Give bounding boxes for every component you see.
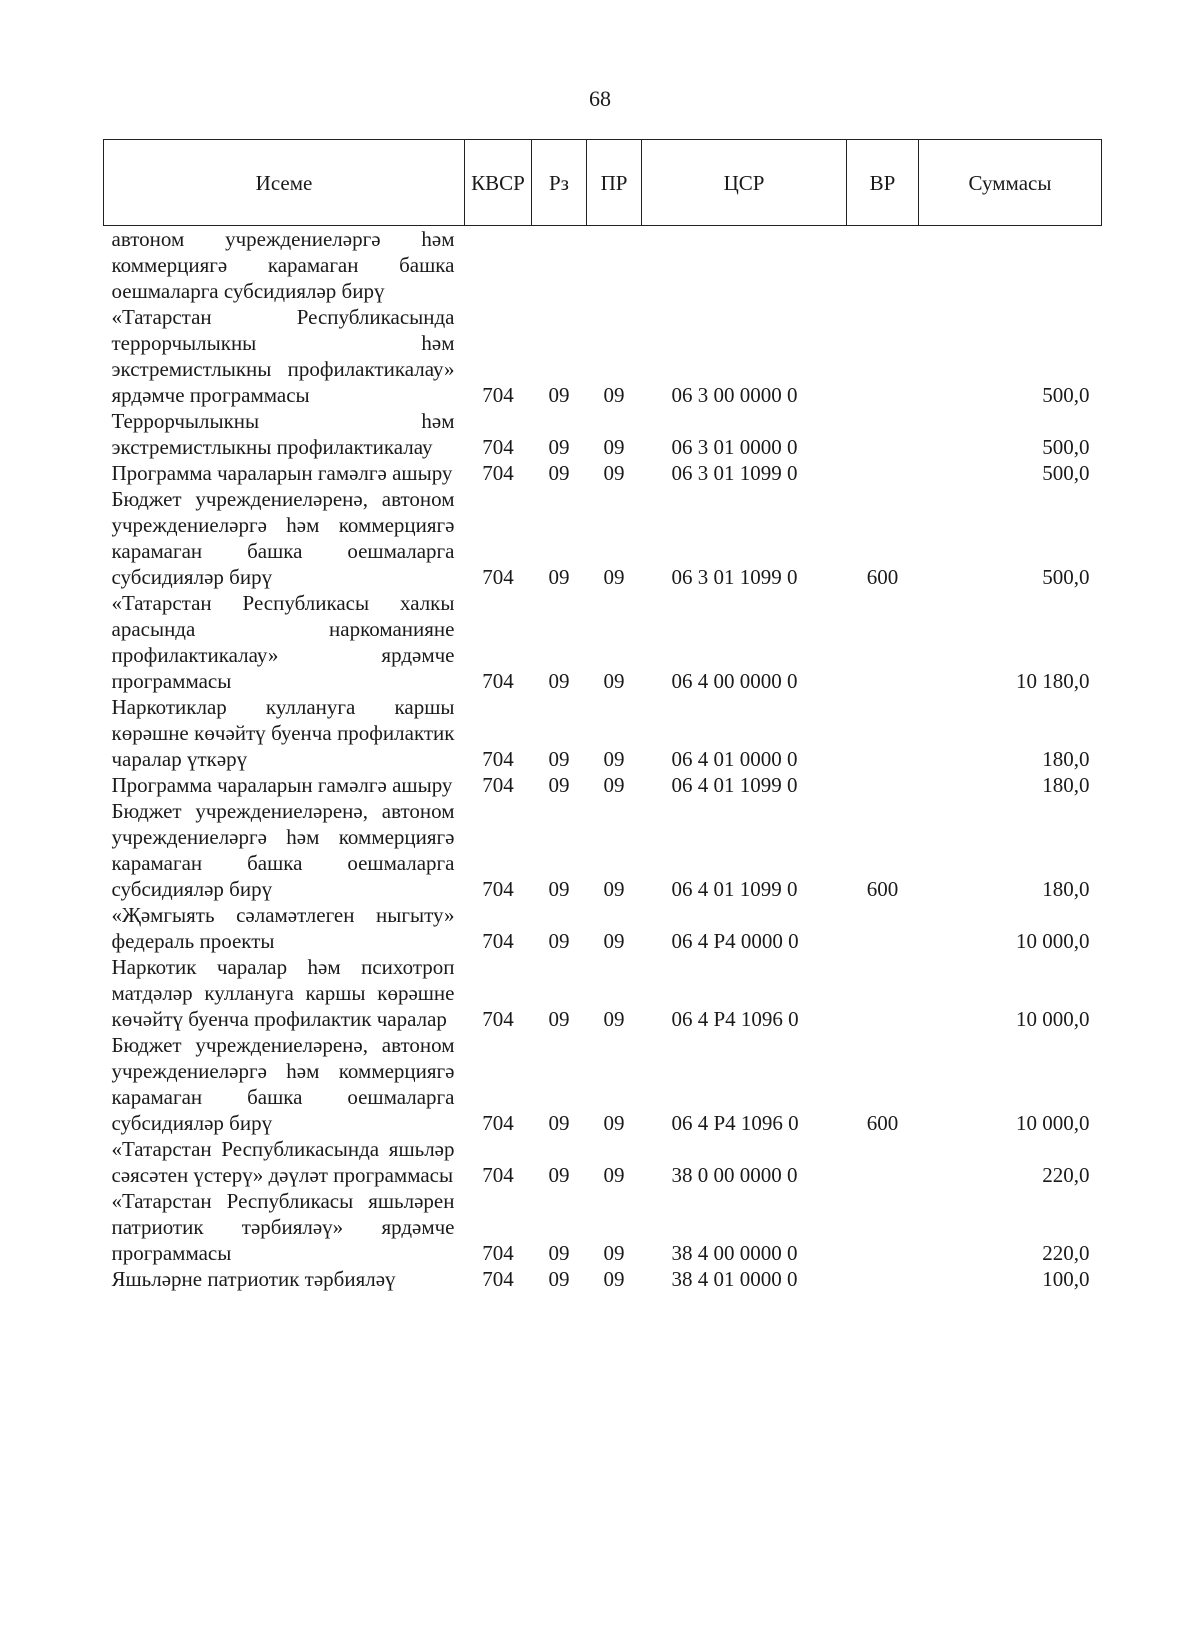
cell-rz: 09 bbox=[548, 669, 570, 693]
cell-csr: 06 3 01 0000 0 bbox=[671, 435, 798, 459]
table-row bbox=[104, 1136, 1102, 1188]
cell-pr: 09 bbox=[603, 747, 625, 771]
cell-name: Террорчылыкны һәм экстремистлыкны профилактикалау bbox=[111, 409, 455, 459]
cell-pr: 09 bbox=[603, 565, 625, 589]
cell-name: Бюджет учреждениеләренә, автоном учреждениеләргә һәм коммерциягә карамаган башка оешмаларга субсидияләр бирү bbox=[111, 799, 455, 901]
cell-name: «Татарстан Республикасында яшьләр сәясәтен үстерү» дәүләт программасы bbox=[111, 1137, 455, 1187]
cell-rz: 09 bbox=[548, 1163, 570, 1187]
table-body bbox=[104, 226, 1102, 1293]
table-row bbox=[104, 694, 1102, 772]
cell-vr bbox=[847, 226, 919, 305]
cell-pr: 09 bbox=[603, 1163, 625, 1187]
cell-csr: 06 4 00 0000 0 bbox=[671, 669, 798, 693]
cell-rz: 09 bbox=[548, 747, 570, 771]
header-pr: ПР bbox=[587, 140, 642, 226]
cell-sum: 10 000,0 bbox=[1016, 929, 1090, 953]
cell-vr bbox=[847, 954, 919, 1032]
cell-rz: 09 bbox=[548, 1111, 570, 1135]
cell-csr: 06 4 01 1099 0 bbox=[671, 877, 798, 901]
cell-kvsr: 704 bbox=[482, 461, 514, 485]
cell-vr bbox=[847, 1266, 919, 1292]
cell-pr: 09 bbox=[603, 669, 625, 693]
cell-csr: 06 3 01 1099 0 bbox=[671, 461, 798, 485]
table-row bbox=[104, 486, 1102, 590]
cell-pr: 09 bbox=[603, 383, 625, 407]
cell-name: Программа чараларын гамәлгә ашыру bbox=[111, 773, 453, 797]
table-row bbox=[104, 590, 1102, 694]
cell-sum: 220,0 bbox=[1042, 1163, 1090, 1187]
header-kvsr: КВСР bbox=[465, 140, 532, 226]
cell-sum: 10 180,0 bbox=[1016, 669, 1090, 693]
cell-kvsr: 704 bbox=[482, 565, 514, 589]
cell-rz: 09 bbox=[548, 877, 570, 901]
cell-csr: 06 4 Р4 0000 0 bbox=[671, 929, 799, 953]
cell-rz: 09 bbox=[548, 461, 570, 485]
cell-pr: 09 bbox=[603, 1111, 625, 1135]
cell-sum: 500,0 bbox=[1042, 565, 1090, 589]
cell-vr bbox=[847, 1188, 919, 1266]
cell-kvsr: 704 bbox=[482, 929, 514, 953]
cell-vr bbox=[847, 694, 919, 772]
cell-rz: 09 bbox=[548, 1241, 570, 1265]
cell-pr: 09 bbox=[603, 461, 625, 485]
cell-kvsr: 704 bbox=[482, 435, 514, 459]
cell-vr bbox=[847, 408, 919, 460]
cell-rz: 09 bbox=[548, 1267, 570, 1291]
cell-vr bbox=[847, 772, 919, 798]
header-name: Исеме bbox=[104, 140, 465, 226]
cell-name: Наркотик чаралар һәм психотроп матдәләр куллануга каршы көрәшне көчәйтү буенча профилактик чаралар bbox=[111, 955, 455, 1031]
cell-kvsr: 704 bbox=[482, 773, 514, 797]
cell-kvsr bbox=[465, 226, 532, 305]
cell-name: Бюджет учреждениеләренә, автоном учреждениеләргә һәм коммерциягә карамаган башка оешмаларга субсидияләр бирү bbox=[111, 487, 455, 589]
cell-vr bbox=[847, 902, 919, 954]
cell-sum: 500,0 bbox=[1042, 383, 1090, 407]
cell-name: автоном учреждениеләргә һәм коммерциягә карамаган башка оешмаларга субсидияләр бирү bbox=[111, 227, 455, 303]
cell-vr bbox=[847, 460, 919, 486]
cell-kvsr: 704 bbox=[482, 1111, 514, 1135]
cell-csr: 38 4 00 0000 0 bbox=[671, 1241, 798, 1265]
header-vr: ВР bbox=[847, 140, 919, 226]
cell-pr bbox=[587, 226, 642, 305]
table-row bbox=[104, 954, 1102, 1032]
cell-kvsr: 704 bbox=[482, 669, 514, 693]
cell-kvsr: 704 bbox=[482, 877, 514, 901]
cell-name: Бюджет учреждениеләренә, автоном учреждениеләргә һәм коммерциягә карамаган башка оешмаларга субсидияләр бирү bbox=[111, 1033, 455, 1135]
table-row bbox=[104, 902, 1102, 954]
cell-sum: 180,0 bbox=[1042, 877, 1090, 901]
cell-pr: 09 bbox=[603, 929, 625, 953]
cell-sum bbox=[919, 226, 1102, 305]
cell-sum: 500,0 bbox=[1042, 461, 1090, 485]
cell-name: Яшьләрне патриотик тәрбияләү bbox=[111, 1267, 396, 1291]
cell-name: Программа чараларын гамәлгә ашыру bbox=[111, 461, 453, 485]
cell-rz: 09 bbox=[548, 383, 570, 407]
cell-kvsr: 704 bbox=[482, 747, 514, 771]
table-row bbox=[104, 304, 1102, 408]
table-row bbox=[104, 1032, 1102, 1136]
table-row bbox=[104, 1266, 1102, 1292]
cell-vr: 600 bbox=[866, 877, 899, 901]
cell-csr: 06 3 00 0000 0 bbox=[671, 383, 798, 407]
cell-csr: 38 4 01 0000 0 bbox=[671, 1267, 798, 1291]
cell-sum: 10 000,0 bbox=[1016, 1007, 1090, 1031]
cell-vr: 600 bbox=[866, 1111, 899, 1135]
cell-csr bbox=[642, 226, 847, 305]
table-row bbox=[104, 798, 1102, 902]
header-rz: Рз bbox=[532, 140, 587, 226]
cell-csr: 06 4 01 0000 0 bbox=[671, 747, 798, 771]
cell-pr: 09 bbox=[603, 773, 625, 797]
cell-pr: 09 bbox=[603, 1007, 625, 1031]
table-row bbox=[104, 460, 1102, 486]
cell-csr: 06 3 01 1099 0 bbox=[671, 565, 798, 589]
table-row bbox=[104, 226, 1102, 305]
cell-kvsr: 704 bbox=[482, 1267, 514, 1291]
cell-rz: 09 bbox=[548, 435, 570, 459]
cell-sum: 500,0 bbox=[1042, 435, 1090, 459]
header-row bbox=[104, 140, 1102, 226]
table-row bbox=[104, 408, 1102, 460]
cell-pr: 09 bbox=[603, 435, 625, 459]
cell-pr: 09 bbox=[603, 1241, 625, 1265]
cell-pr: 09 bbox=[603, 1267, 625, 1291]
budget-table bbox=[103, 139, 1102, 1292]
header-csr: ЦСР bbox=[642, 140, 847, 226]
cell-csr: 06 4 Р4 1096 0 bbox=[671, 1111, 799, 1135]
cell-rz: 09 bbox=[548, 565, 570, 589]
cell-kvsr: 704 bbox=[482, 1241, 514, 1265]
cell-rz bbox=[532, 226, 587, 305]
cell-name: «Татарстан Республикасы яшьләрен патриотик тәрбияләү» ярдәмче программасы bbox=[111, 1189, 455, 1265]
table-row bbox=[104, 772, 1102, 798]
cell-csr: 06 4 01 1099 0 bbox=[671, 773, 798, 797]
cell-csr: 06 4 Р4 1096 0 bbox=[671, 1007, 799, 1031]
cell-kvsr: 704 bbox=[482, 1007, 514, 1031]
page-number: 68 bbox=[589, 86, 611, 111]
cell-name: «Татарстан Республикасы халкы арасында наркоманияне профилактикалау» ярдәмче программасы bbox=[111, 591, 455, 693]
table-header bbox=[104, 140, 1102, 226]
cell-rz: 09 bbox=[548, 773, 570, 797]
cell-sum: 100,0 bbox=[1042, 1267, 1090, 1291]
cell-kvsr: 704 bbox=[482, 1163, 514, 1187]
cell-sum: 220,0 bbox=[1042, 1241, 1090, 1265]
table-row bbox=[104, 1188, 1102, 1266]
cell-name: Наркотиклар куллануга каршы көрәшне көчәйтү буенча профилактик чаралар үткәрү bbox=[111, 695, 455, 771]
cell-name: «Татарстан Республикасында террорчылыкны һәм экстремистлыкны профилактикалау» ярдәмче программасы bbox=[111, 305, 455, 407]
cell-vr bbox=[847, 590, 919, 694]
cell-rz: 09 bbox=[548, 929, 570, 953]
cell-kvsr: 704 bbox=[482, 383, 514, 407]
cell-vr: 600 bbox=[866, 565, 899, 589]
cell-name: «Җәмгыять сәламәтлеген ныгыту» федераль проекты bbox=[111, 903, 455, 953]
cell-sum: 180,0 bbox=[1042, 747, 1090, 771]
cell-rz: 09 bbox=[548, 1007, 570, 1031]
header-sum: Суммасы bbox=[919, 140, 1102, 226]
cell-pr: 09 bbox=[603, 877, 625, 901]
cell-vr bbox=[847, 1136, 919, 1188]
cell-sum: 10 000,0 bbox=[1016, 1111, 1090, 1135]
cell-sum: 180,0 bbox=[1042, 773, 1090, 797]
cell-vr bbox=[847, 304, 919, 408]
cell-csr: 38 0 00 0000 0 bbox=[671, 1163, 798, 1187]
